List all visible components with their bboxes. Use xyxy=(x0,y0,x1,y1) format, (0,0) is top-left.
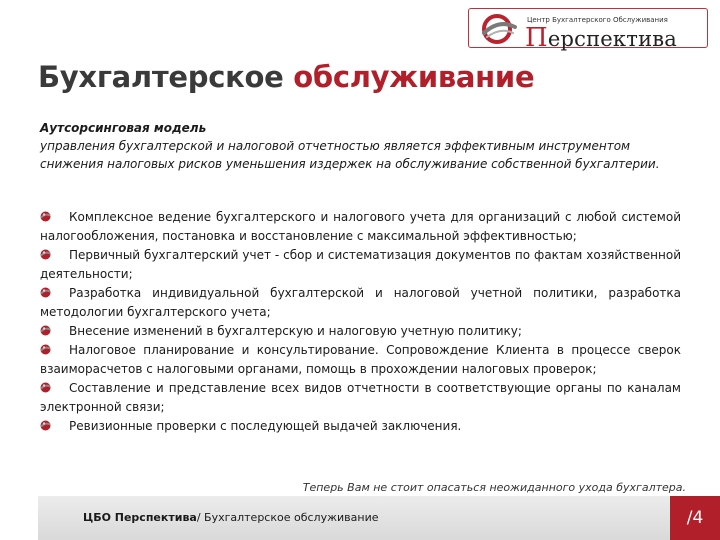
logo-name-rest: ерспектива xyxy=(547,27,678,51)
company-logo xyxy=(468,8,708,53)
bullet-icon xyxy=(40,211,51,222)
logo-name-initial: П xyxy=(525,23,548,53)
footer-company: ЦБО Перспектива xyxy=(83,511,197,524)
title-part-1: Бухгалтерское xyxy=(38,60,284,94)
title-part-2: обслуживание xyxy=(293,60,535,94)
list-item-text: Разработка индивидуальной бухгалтерской и налоговой учетной политики, разработка методологии бухгалтерского учета; xyxy=(40,286,681,319)
intro-heading: Аутсорсинговая модель xyxy=(40,121,207,135)
list-item xyxy=(40,246,681,284)
list-item xyxy=(40,379,681,417)
bullet-icon xyxy=(40,325,51,336)
list-item-text: Первичный бухгалтерский учет - сбор и систематизация документов по фактам хозяйственной деятельности; xyxy=(40,248,681,281)
page-number: /4 xyxy=(670,496,720,540)
list-item xyxy=(40,341,681,379)
bullet-icon xyxy=(40,382,51,393)
footer-breadcrumb xyxy=(83,511,378,524)
list-item xyxy=(40,322,681,341)
page-title xyxy=(38,60,534,94)
intro-paragraph xyxy=(40,119,680,173)
footer-bar xyxy=(38,496,720,540)
list-item-text: Комплексное ведение бухгалтерского и налогового учета для организаций с любой системой налогообложения, постановка и восстановление с максимальной эффективностью; xyxy=(40,210,681,243)
logo-name xyxy=(525,23,677,53)
intro-body: управления бухгалтерской и налоговой отчетностью является эффективным инструментом снижения налоговых рисков уменьшения издержек на обслуживание собственной бухгалтерии. xyxy=(40,139,660,171)
perspektiva-logo-icon xyxy=(481,13,517,45)
list-item xyxy=(40,208,681,246)
bullet-icon xyxy=(40,344,51,355)
bullet-icon xyxy=(40,287,51,298)
list-item-text: Налоговое планирование и консультирование. Сопровождение Клиента в процессе сверок взаиморасчетов с налоговыми органами, помощь в прохождении налоговых проверок; xyxy=(40,343,681,376)
list-item-text: Внесение изменений в бухгалтерскую и налоговую учетную политику; xyxy=(69,324,522,338)
list-item-text: Составление и представление всех видов отчетности в соответствующие органы по каналам электронной связи; xyxy=(40,381,681,414)
tagline: Теперь Вам не стоит опасаться неожиданного ухода бухгалтера. xyxy=(302,481,686,494)
services-list xyxy=(40,208,681,436)
list-item-text: Ревизионные проверки с последующей выдачей заключения. xyxy=(69,419,462,433)
list-item xyxy=(40,284,681,322)
bullet-icon xyxy=(40,420,51,431)
list-item xyxy=(40,417,681,436)
footer-section: / Бухгалтерское обслуживание xyxy=(196,511,379,524)
logo-tagline: Центр Бухгалтерского Обслуживания xyxy=(527,16,668,24)
bullet-icon xyxy=(40,249,51,260)
